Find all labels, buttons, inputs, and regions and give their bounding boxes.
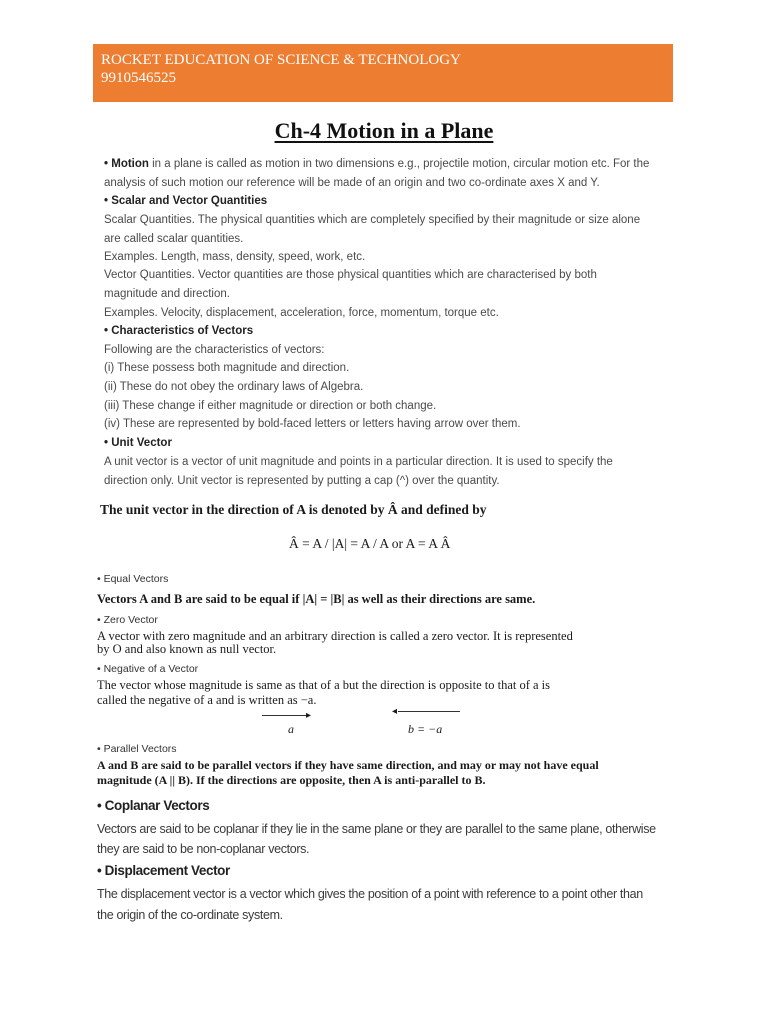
page-title: Ch-4 Motion in a Plane — [274, 118, 494, 143]
unit-vector-statement: The unit vector in the direction of A is denoted by Â and defined by — [100, 502, 487, 517]
displacement-line: the origin of the co-ordinate system. — [97, 908, 283, 922]
negative-vector-line: called the negative of a and is written as −a. — [97, 693, 317, 707]
section-heading-scalar-vector: • Scalar and Vector Quantities — [104, 195, 268, 207]
scalar-line: Examples. Length, mass, density, speed, work, etc. — [104, 251, 366, 263]
institute-name: ROCKET EDUCATION OF SCIENCE & TECHNOLOGY — [101, 52, 461, 68]
intro-line-2: analysis of such motion our reference will be made of an origin and two co-ordinate axes X and Y. — [104, 177, 600, 189]
unit-vector-line: direction only. Unit vector is represented by putting a cap (^) over the quantity. — [104, 475, 500, 487]
coplanar-line: Vectors are said to be coplanar if they lie in the same plane or they are parallel to the same plane, otherwise — [97, 822, 656, 836]
phone-number: 9910546525 — [101, 70, 176, 86]
vector-line: Vector Quantities. Vector quantities are those physical quantities which are characterised by both — [104, 269, 597, 281]
intro-line-1: • Motion in a plane is called as motion in two dimensions e.g., projectile motion, circular motion etc. For the — [104, 158, 650, 170]
scalar-line: are called scalar quantities. — [104, 233, 244, 245]
vector-line: magnitude and direction. — [104, 288, 230, 300]
characteristics-line: (i) These possess both magnitude and direction. — [104, 362, 350, 374]
section-heading-negative-vector: • Negative of a Vector — [97, 663, 199, 675]
parallel-vectors-line: A and B are said to be parallel vectors if they have same direction, and may or may not have equal — [97, 758, 599, 772]
displacement-line: The displacement vector is a vector which gives the position of a point with reference to a point other than — [97, 887, 643, 901]
vector-a-label: a — [288, 722, 294, 736]
zero-vector-line: by O and also known as null vector. — [97, 642, 277, 656]
scalar-line: Scalar Quantities. The physical quantities which are completely specified by their magnitude or size alone — [104, 214, 641, 226]
arrow-head-right: ▸ — [306, 710, 312, 721]
characteristics-line: (iii) These change if either magnitude or direction or both change. — [104, 400, 437, 412]
characteristics-line: Following are the characteristics of vectors: — [104, 344, 325, 356]
characteristics-line: (ii) These do not obey the ordinary laws of Algebra. — [104, 381, 364, 393]
equal-vectors-text: Vectors A and B are said to be equal if |A| = |B| as well as their directions are same. — [97, 592, 536, 606]
section-heading-zero-vector: • Zero Vector — [97, 614, 158, 626]
section-heading-equal-vectors: • Equal Vectors — [97, 573, 169, 585]
vector-line: Examples. Velocity, displacement, acceleration, force, momentum, torque etc. — [104, 307, 499, 319]
header-banner — [93, 44, 673, 102]
intro-term: Motion — [111, 158, 149, 170]
section-heading-displacement: • Displacement Vector — [97, 863, 230, 878]
vector-a-arrow — [262, 715, 308, 716]
unit-vector-formula: Â = A / |A| = A / A or A = A Â — [289, 536, 451, 551]
unit-vector-line: A unit vector is a vector of unit magnitude and points in a particular direction. It is used to specify the — [104, 456, 613, 468]
section-heading-characteristics: • Characteristics of Vectors — [104, 325, 254, 337]
vector-b-label: b = −a — [408, 722, 443, 736]
negative-vector-line: The vector whose magnitude is same as that of a but the direction is opposite to that of a is — [97, 678, 551, 692]
arrow-head-left: ◂ — [392, 706, 398, 717]
characteristics-line: (iv) These are represented by bold-faced letters or letters having arrow over them. — [104, 418, 521, 430]
section-heading-coplanar: • Coplanar Vectors — [97, 798, 210, 813]
parallel-vectors-line: magnitude (A || B). If the directions are opposite, then A is anti-parallel to B. — [97, 773, 486, 787]
vector-b-arrow — [398, 711, 460, 712]
coplanar-line: they are said to be non-coplanar vectors. — [97, 842, 310, 856]
zero-vector-line: A vector with zero magnitude and an arbitrary direction is called a zero vector. It is represented — [97, 629, 573, 643]
section-heading-parallel-vectors: • Parallel Vectors — [97, 743, 177, 755]
section-heading-unit-vector: • Unit Vector — [104, 437, 172, 449]
